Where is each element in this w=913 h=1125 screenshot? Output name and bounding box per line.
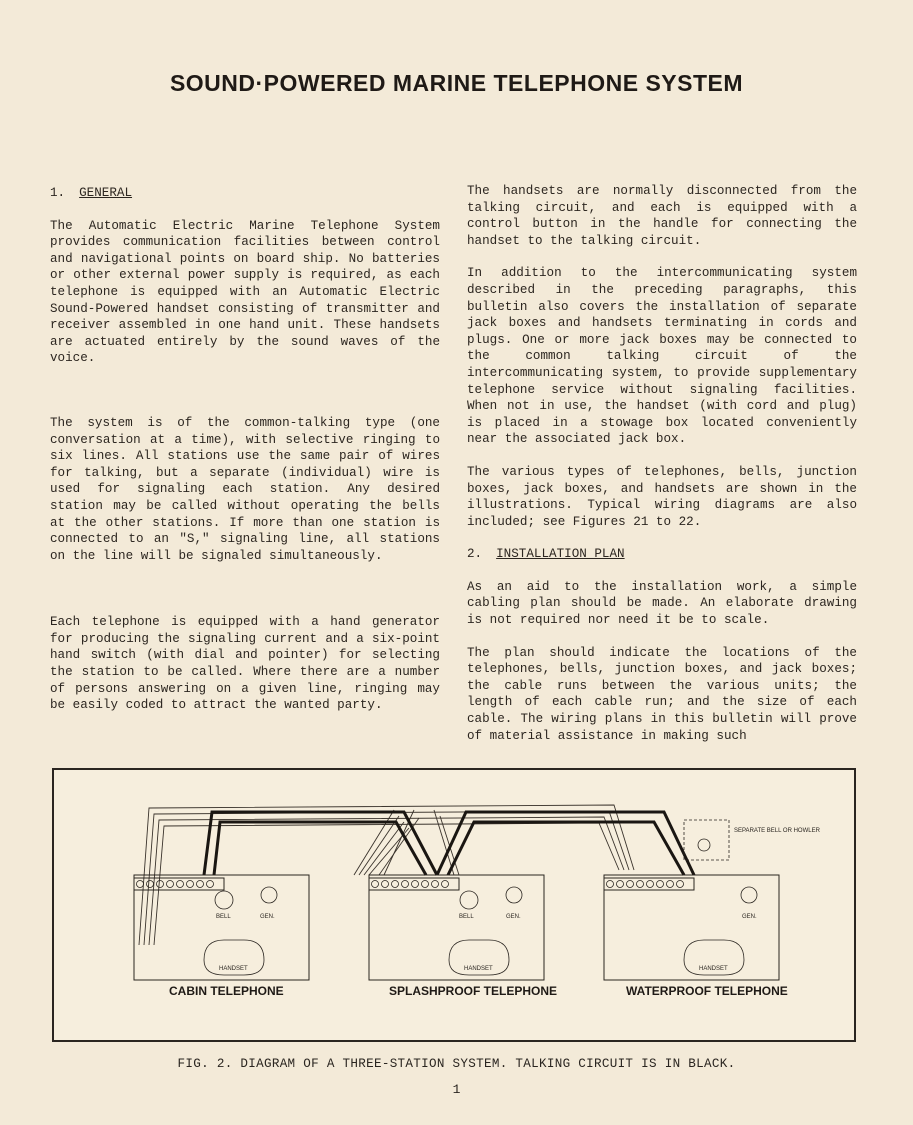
- paragraph: The system is of the common-talking type (one conversation at a time), with selective ringing to six lines. All stations use the same pair of wires for talking, but a separate (individual) wire is used for signaling each station. Any desired station may be called without operating the bells at the other stations. If more than one station is connected to an "S," signaling line, all stations on the line will be signaled simultaneously.: [50, 415, 440, 563]
- paragraph: The Automatic Electric Marine Telephone System provides communication facilities between control and navigational points on board ship. No batteries or other external power supply is required, as each telephone is equipped with an Automatic Electric Sound-Powered handset consisting of transmitter and receiver assembled in one hand unit. These handsets are actuated entirely by the sound waves of the voice.: [50, 218, 440, 366]
- separate-bell-label: SEPARATE BELL OR HOWLER: [734, 828, 820, 834]
- section-title: GENERAL: [79, 186, 133, 200]
- waterproof-station: [604, 820, 821, 998]
- gen-label: GEN.: [742, 914, 757, 920]
- paragraph: In addition to the intercommunicating system described in the preceding paragraphs, this bulletin also covers the installation of separate jack boxes and handsets terminating in cords and plugs. One or more jack boxes may be connected to the common talking circuit of the intercommunicating system, to provide supplementary telephone service without signaling facilities. When not in use, the handset (with cord and plug) is placed in a stowage box located conveniently near the associated jack box.: [467, 266, 857, 447]
- page-title: SOUND·POWERED MARINE TELEPHONE SYSTEM: [169, 70, 744, 96]
- left-column: [50, 185, 440, 714]
- paragraph: The handsets are normally disconnected from the talking circuit, and each is equipped with a control button in the handle for connecting the handset to the talking circuit.: [467, 184, 857, 248]
- paragraph: As an aid to the installation work, a simple cabling plan should be made. An elaborate drawing is not required nor need it be to scale.: [467, 579, 857, 628]
- station-label: SPLASHPROOF TELEPHONE: [389, 984, 558, 998]
- section-number: 2.: [467, 547, 483, 562]
- right-column: [467, 183, 857, 744]
- handset-label: HANDSET: [219, 966, 248, 972]
- handset-label: HANDSET: [699, 966, 728, 972]
- splashproof-station: [369, 875, 557, 998]
- station-label: WATERPROOF TELEPHONE: [626, 984, 788, 998]
- station-label: CABIN TELEPHONE: [169, 984, 284, 998]
- cabin-station: [134, 875, 309, 998]
- paragraph: Each telephone is equipped with a hand generator for producing the signaling current and a six-point hand switch (with dial and pointer) for selecting the station to be called. Where there are a number of persons answering on a given line, ringing may be easily coded to attract the wanted party.: [50, 615, 440, 713]
- section-number: 1.: [50, 186, 66, 200]
- bell-label: BELL: [216, 914, 231, 920]
- three-station-wiring-diagram: [54, 770, 854, 1040]
- gen-label: GEN.: [506, 914, 521, 920]
- page-number: 1: [452, 1082, 461, 1097]
- paragraph: The various types of telephones, bells, junction boxes, jack boxes, and handsets are shown in the illustrations. Typical wiring diagrams are also included; see Figures 21 to 22.: [467, 464, 857, 529]
- gen-label: GEN.: [260, 914, 275, 920]
- bell-label: BELL: [459, 914, 474, 920]
- figure-caption: FIG. 2. DIAGRAM OF A THREE-STATION SYSTEM. TALKING CIRCUIT IS IN BLACK.: [177, 1057, 736, 1071]
- handset-label: HANDSET: [464, 966, 493, 972]
- section-heading-general: [50, 185, 440, 202]
- paragraph: The plan should indicate the locations of the telephones, bells, junction boxes, and jack boxes; the cable runs between the various units; the length of each cable run; and the size of each cable. The wiring plans in this bulletin will prove of material assistance in making such: [467, 645, 857, 743]
- wiring-diagram-figure: [52, 768, 856, 1042]
- section-heading-installation: [467, 546, 857, 563]
- section-title: INSTALLATION PLAN: [496, 547, 625, 562]
